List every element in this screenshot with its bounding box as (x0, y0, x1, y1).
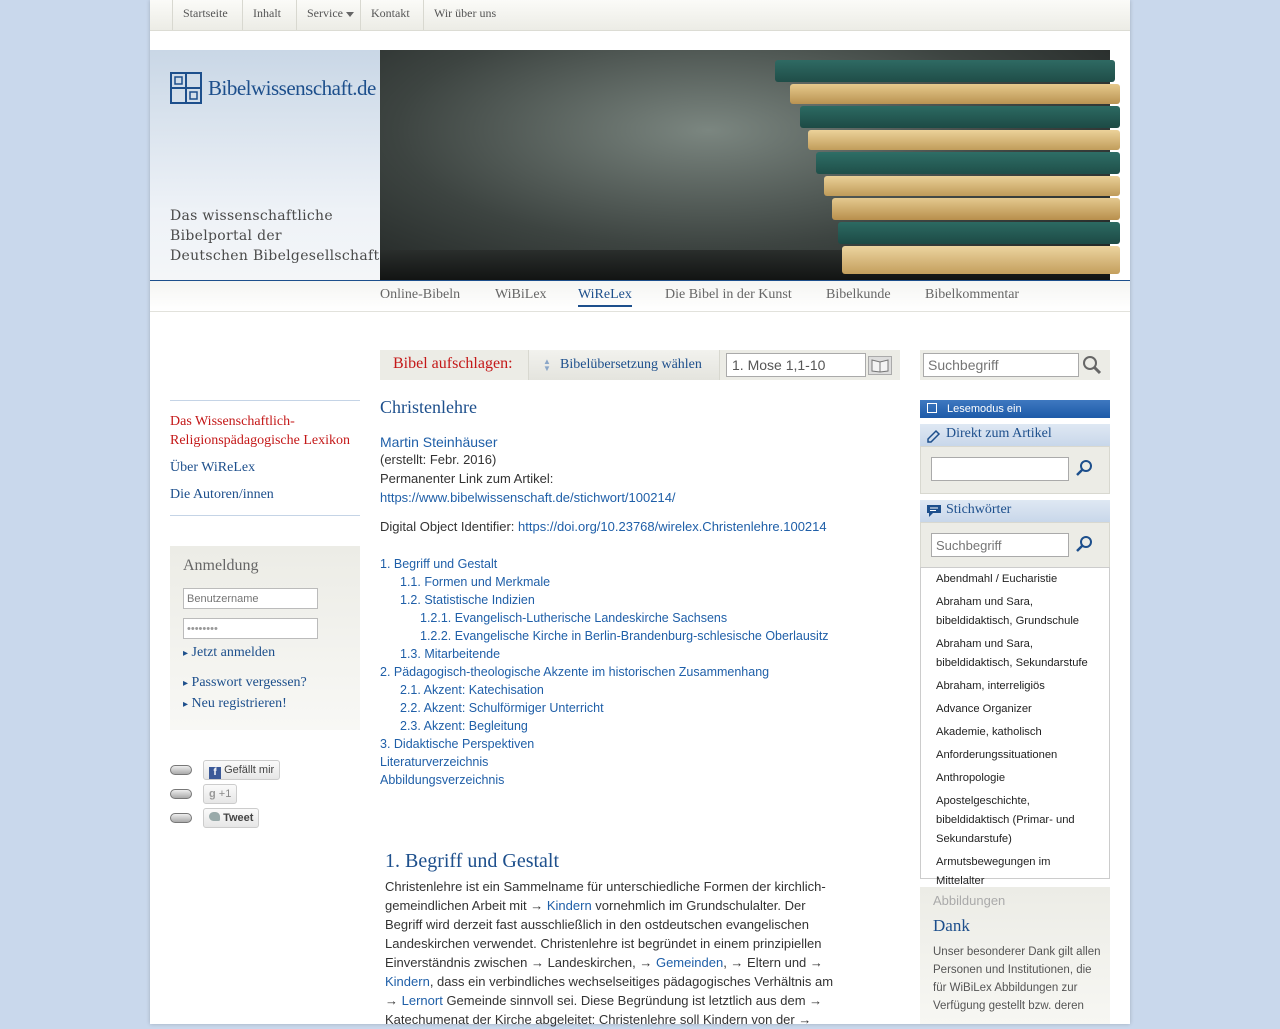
google-icon: g (209, 788, 216, 800)
thanks-subtitle: Abbildungen (933, 893, 1006, 908)
keyword-item[interactable]: Apostelgeschichte, bibeldidaktisch (Primar- und Sekundarstufe) (936, 795, 1075, 845)
keyword-item[interactable]: Advance Organizer (936, 703, 1032, 715)
keyword-item[interactable]: Anforderungssituationen (936, 749, 1058, 761)
body-text: , → Eltern und → (723, 955, 823, 970)
thanks-box (920, 887, 1110, 1024)
direct-article-input[interactable] (931, 457, 1069, 481)
login-box (170, 546, 360, 730)
inline-link[interactable]: Gemeinden (655, 955, 724, 970)
toc-item[interactable]: 1.2. Statistische Indizien (400, 593, 535, 607)
toc-item[interactable]: 1. Begriff und Gestalt (380, 557, 498, 571)
forgot-password-label: Passwort vergessen? (191, 675, 307, 690)
direct-article-panel (920, 446, 1110, 494)
body-text: , dass ein verbindliches wechselseitiges pädagogisches Verhältnis am → (385, 974, 834, 1008)
doi-link[interactable]: https://doi.org/10.23768/wirelex.Christenlehre.100214 (518, 519, 827, 534)
doi-label: Digital Object Identifier: (380, 519, 515, 534)
toc-item[interactable]: 2.1. Akzent: Katechisation (400, 683, 544, 697)
left-sidebar (170, 400, 360, 516)
search-icon[interactable] (1075, 535, 1093, 556)
leftnav-ueber-wirelex[interactable]: Über WiReLex (170, 460, 256, 475)
divider (170, 400, 360, 401)
facebook-toggle[interactable] (170, 765, 192, 775)
translation-select[interactable] (528, 350, 720, 380)
tweet-button[interactable] (203, 808, 259, 828)
keyword-item[interactable]: Abendmahl / Eucharistie (936, 573, 1058, 585)
body-text: vornehmlich im Grundschulalter. Der Begriff wird derzeit fast ausschließlich in den ostdeutschen evangelischen Landeskirchen verwendet. Christenlehre ist begründet in einem prinzipiellen Einverständnis zwischen → Landeskirchen, → (385, 898, 822, 970)
topnav-wir-ueber-uns[interactable]: Wir über uns (423, 0, 496, 30)
tagline-line: Deutschen Bibelgesellschaft (170, 248, 380, 264)
google-toggle[interactable] (170, 789, 192, 799)
site-header (150, 50, 1130, 280)
thanks-text: Unser besonderer Dank gilt allen Personen und Institutionen, die für WiBiLex Abbildungen zur Verfügung gestellt bzw. deren (933, 946, 1101, 1012)
login-link-label: Jetzt anmelden (191, 645, 276, 660)
doi-line (380, 517, 900, 536)
keyword-item[interactable]: Anthropologie (936, 772, 1006, 784)
direct-article-header (920, 424, 1110, 446)
twitter-bird-icon (209, 812, 220, 821)
toc-item[interactable]: Abbildungsverzeichnis (380, 773, 505, 787)
inline-link[interactable]: Kindern (546, 898, 592, 913)
toc-item[interactable]: 2.3. Akzent: Begleitung (400, 719, 528, 733)
toc-item[interactable]: 1.2.2. Evangelische Kirche in Berlin-Brandenburg-schlesische Oberlausitz (420, 629, 829, 643)
username-input[interactable] (183, 588, 318, 609)
site-search (920, 350, 1110, 380)
inline-link[interactable]: Lernort (401, 993, 443, 1008)
article-title: Christenlehre (380, 397, 477, 417)
leftnav-autoren[interactable]: Die Autoren/innen (170, 487, 274, 502)
hero-image-books (380, 50, 1110, 280)
tagline-line: Bibelportal der (170, 228, 282, 244)
permalink-link[interactable]: https://www.bibelwissenschaft.de/stichwort/100214/ (380, 490, 676, 505)
article-created: (erstellt: Febr. 2016) (380, 452, 497, 467)
login-link[interactable]: ▸ Jetzt anmelden (183, 645, 276, 660)
site-tagline (170, 206, 379, 266)
nav-bibelkommentar[interactable]: Bibelkommentar (925, 287, 1020, 302)
section-heading: 1. Begriff und Gestalt (385, 850, 560, 872)
facebook-icon: f (209, 767, 221, 779)
twitter-toggle[interactable] (170, 813, 192, 823)
body-text: Christenlehre ist ein Sammelname für unterschiedliche Formen der kirchlich-gemeindlichen Arbeit mit → (385, 879, 826, 913)
password-input[interactable] (183, 618, 318, 639)
open-book-icon[interactable] (868, 356, 892, 375)
nav-wirelex[interactable]: WiReLex (578, 287, 632, 307)
thanks-title: Dank (933, 916, 970, 935)
keyword-item[interactable]: Akademie, katholisch (936, 726, 1042, 738)
page (150, 0, 1130, 1027)
facebook-label: Gefällt mir (224, 764, 275, 776)
keywords-header (920, 500, 1110, 522)
table-of-contents (380, 555, 900, 789)
tagline-line: Das wissenschaftliche (170, 208, 333, 224)
facebook-like-button[interactable] (203, 760, 280, 780)
logo-mark-icon (170, 72, 202, 104)
toc-item[interactable]: 2.2. Akzent: Schulförmiger Unterricht (400, 701, 604, 715)
chevron-down-icon (346, 12, 354, 17)
leftnav-lexikon[interactable]: Das Wissenschaftlich-Religionspädagogische Lexikon (170, 414, 351, 448)
logo-text: Bibelwissenschaft.de (208, 76, 376, 100)
keyword-item[interactable]: Abraham, interreligiös (936, 680, 1045, 692)
topnav-service[interactable] (296, 0, 357, 30)
section-begriff-und-gestalt (385, 850, 840, 1029)
search-icon[interactable] (1075, 459, 1093, 480)
bible-open-bar (380, 350, 900, 380)
main-navigation (150, 280, 1130, 312)
keyword-item[interactable]: Armutsbewegungen im Mittelalter (936, 856, 1051, 887)
tweet-label: Tweet (223, 812, 254, 824)
toc-item[interactable]: 1.1. Formen und Merkmale (400, 575, 551, 589)
nav-online-bibeln[interactable]: Online-Bibeln (380, 287, 461, 302)
topnav-kontakt[interactable]: Kontakt (360, 0, 410, 30)
reading-mode-label: Lesemodus ein (947, 403, 1022, 415)
body-text: Gemeinde sinnvoll sei. Diese Begründung ist letztlich aus dem → Katechumenat der Kirche abgeleitet: Christenlehre soll Kindern von der → (385, 993, 823, 1027)
toc-item[interactable]: 1.2.1. Evangelisch-Lutherische Landeskirche Sachsens (420, 611, 728, 625)
bible-open-label: Bibel aufschlagen: (393, 355, 513, 372)
keywords-search-input[interactable] (931, 533, 1069, 557)
keyword-item[interactable]: Abraham und Sara, bibeldidaktisch, Grundschule (936, 596, 1080, 627)
sort-arrows-icon: ▲ ▼ (543, 357, 551, 373)
toc-item[interactable]: Literaturverzeichnis (380, 755, 489, 769)
bible-reference-input[interactable] (726, 353, 866, 377)
register-link[interactable]: ▸ Neu registrieren! (183, 696, 287, 711)
search-input[interactable] (923, 353, 1079, 377)
logo-panel (150, 50, 380, 280)
top-navigation (150, 0, 1130, 31)
nav-wibilex[interactable]: WiBiLex (495, 287, 547, 302)
topnav-inhalt[interactable]: Inhalt (242, 0, 281, 30)
direct-article-title: Direkt zum Artikel (946, 426, 1052, 441)
permalink-label: Permanenter Link zum Artikel: (380, 471, 554, 486)
google-label: +1 (218, 788, 232, 800)
expand-icon (927, 403, 937, 413)
keywords-list[interactable] (920, 567, 1110, 887)
google-plus-button[interactable] (203, 784, 237, 804)
search-icon[interactable] (1082, 355, 1102, 378)
article-author[interactable]: Martin Steinhäuser (380, 434, 498, 450)
topnav-service-label: Service (307, 6, 343, 20)
inline-link[interactable]: Kindern (385, 974, 430, 989)
register-label: Neu registrieren! (191, 696, 287, 711)
article-content (380, 397, 900, 789)
reading-mode-button[interactable] (920, 400, 1110, 418)
nav-bibel-kunst[interactable]: Die Bibel in der Kunst (665, 287, 792, 302)
topnav-startseite[interactable]: Startseite (172, 0, 228, 30)
toc-item[interactable]: 2. Pädagogisch-theologische Akzente im historischen Zusammenhang (380, 665, 770, 679)
keywords-title: Stichwörter (946, 502, 1012, 517)
toc-item[interactable]: 3. Didaktische Perspektiven (380, 737, 535, 751)
toc-item[interactable]: 1.3. Mitarbeitende (400, 647, 501, 661)
login-title: Anmeldung (183, 557, 259, 574)
keyword-item[interactable]: Abraham und Sara, bibeldidaktisch, Sekundarstufe (936, 638, 1088, 669)
section-body-text (385, 877, 840, 1029)
divider (170, 515, 360, 516)
keywords-search-panel (920, 522, 1110, 568)
forgot-password-link[interactable]: ▸ Passwort vergessen? (183, 675, 307, 690)
nav-bibelkunde[interactable]: Bibelkunde (826, 287, 891, 302)
translation-select-label: Bibelübersetzung wählen (560, 357, 702, 372)
